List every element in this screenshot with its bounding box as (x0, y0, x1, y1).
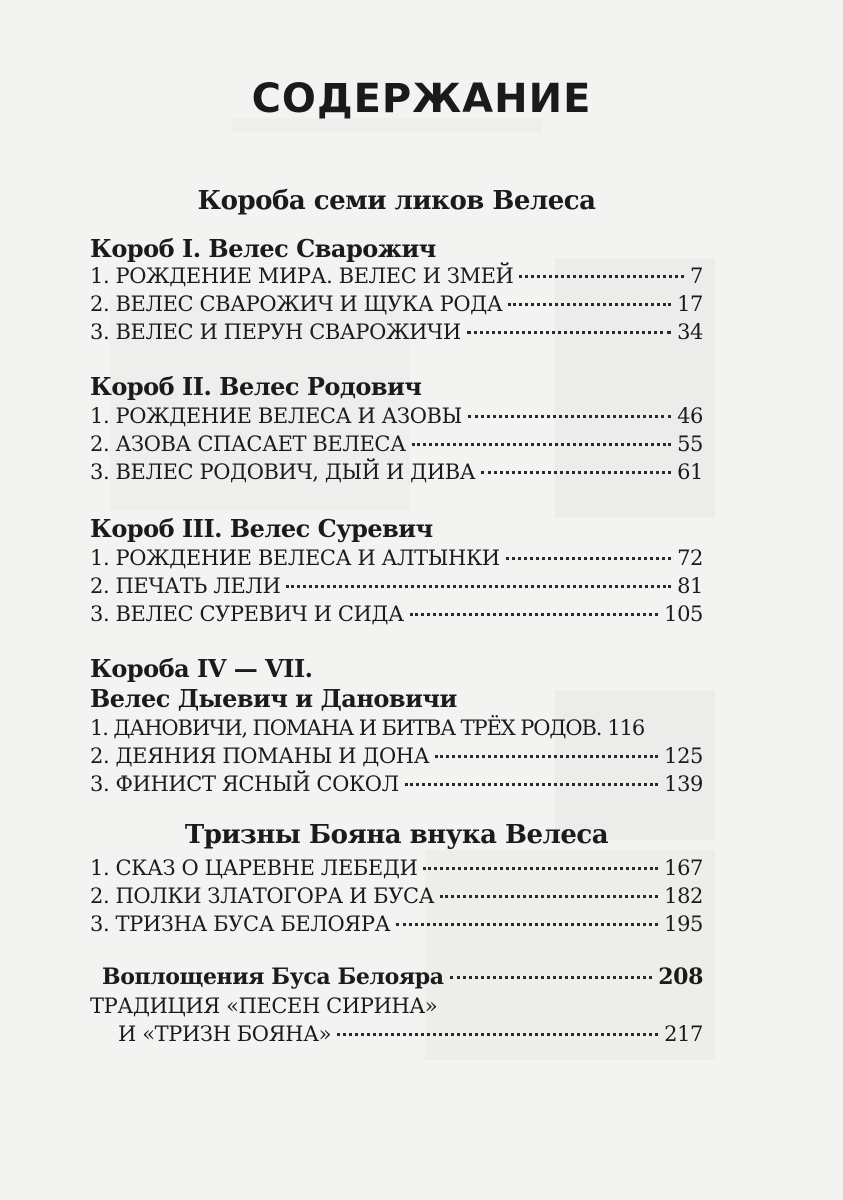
section-title-1: Короб I. Велес Сварожич (90, 234, 436, 263)
toc-dot-leader (423, 867, 658, 870)
toc-entry-text: 3. ВЕЛЕС И ПЕРУН СВАРОЖИЧИ (90, 320, 461, 344)
toc-entry-text: 1. ДАНОВИЧИ, ПОМАНА И БИТВА ТРЁХ РОДОВ. (90, 716, 602, 740)
toc-entry-page: 125 (664, 744, 703, 768)
toc-dot-leader (467, 331, 671, 334)
toc-dot-leader (440, 895, 658, 898)
toc-entry[interactable] (90, 772, 703, 804)
toc-entry[interactable] (90, 602, 703, 634)
toc-entry-main[interactable] (102, 964, 703, 996)
toc-entry-page: 195 (664, 912, 703, 936)
toc-entry-text: 2. ПОЛКИ ЗЛАТОГОРА И БУСА (90, 884, 435, 908)
section-title-4: Короба IV — VII. (90, 654, 313, 683)
toc-entry-text: 2. ВЕЛЕС СВАРОЖИЧ И ЩУКА РОДА (90, 292, 503, 316)
toc-entry-page: 7 (690, 264, 703, 288)
toc-entry-page: 139 (664, 772, 703, 796)
toc-entry-text: 1. СКАЗ О ЦАРЕВНЕ ЛЕБЕДИ (90, 856, 418, 880)
toc-dot-leader (396, 923, 658, 926)
section-title-3: Короб III. Велес Суревич (90, 514, 433, 543)
toc-entry-text: И «ТРИЗН БОЯНА» (118, 1022, 332, 1046)
toc-dot-leader (481, 471, 671, 474)
toc-entry-page: 34 (677, 320, 703, 344)
toc-entry-page: 116 (607, 716, 645, 740)
toc-entry-text: 3. ВЕЛЕС СУРЕВИЧ И СИДА (90, 602, 404, 626)
toc-dot-leader (450, 976, 653, 979)
toc-entry-page: 72 (677, 546, 703, 570)
toc-dot-leader (508, 303, 671, 306)
toc-entry[interactable] (90, 912, 703, 944)
part-title-1: Короба семи ликов Велеса (197, 186, 596, 216)
toc-entry-page: 105 (664, 602, 703, 626)
toc-entry-page: 182 (664, 884, 703, 908)
toc-dot-leader (519, 275, 684, 278)
toc-entry[interactable] (90, 460, 703, 492)
toc-dot-leader (435, 755, 658, 758)
toc-entry[interactable] (90, 320, 703, 352)
toc-entry-text: 1. РОЖДЕНИЕ ВЕЛЕСА И АЛТЫНКИ (90, 546, 500, 570)
toc-entry-text: 2. ДЕЯНИЯ ПОМАНЫ И ДОНА (90, 744, 430, 768)
toc-entry-page: 208 (658, 964, 703, 990)
toc-dot-leader (337, 1033, 658, 1036)
section-title-2: Короб II. Велес Родович (90, 372, 422, 401)
toc-entry-text: Воплощения Буса Белояра (102, 964, 444, 990)
toc-dot-leader (405, 783, 658, 786)
toc-entry-text: 3. ФИНИСТ ЯСНЫЙ СОКОЛ (90, 772, 399, 796)
toc-entry-page: 46 (677, 404, 703, 428)
toc-entry-page: 167 (664, 856, 703, 880)
toc-entry-text: 2. АЗОВА СПАСАЕТ ВЕЛЕСА (90, 432, 406, 456)
toc-entry-text: 3. ТРИЗНА БУСА БЕЛОЯРА (90, 912, 391, 936)
section-title-4-subtitle: Велес Дыевич и Дановичи (90, 684, 457, 713)
toc-entry-page: 61 (677, 460, 703, 484)
toc-entry-page: 55 (677, 432, 703, 456)
toc-entry-text: 3. ВЕЛЕС РОДОВИЧ, ДЫЙ И ДИВА (90, 460, 476, 484)
toc-dot-leader (286, 585, 671, 588)
toc-dot-leader (506, 557, 671, 560)
page-title: СОДЕРЖАНИЕ (251, 76, 592, 122)
part-title-2: Тризны Бояна внука Велеса (184, 820, 609, 850)
toc-entry-page: 217 (664, 1022, 703, 1046)
toc-entry-page: 81 (677, 574, 703, 598)
toc-dot-leader (412, 443, 671, 446)
toc-entry-text: 1. РОЖДЕНИЕ ВЕЛЕСА И АЗОВЫ (90, 404, 462, 428)
toc-entry-tradition-line1: ТРАДИЦИЯ «ПЕСЕН СИРИНА» (90, 994, 438, 1018)
toc-dot-leader (468, 415, 671, 418)
toc-entry-text: 1. РОЖДЕНИЕ МИРА. ВЕЛЕС И ЗМЕЙ (90, 264, 514, 288)
toc-entry[interactable] (118, 1022, 703, 1054)
toc-dot-leader (410, 613, 659, 616)
toc-entry-text: 2. ПЕЧАТЬ ЛЕЛИ (90, 574, 281, 598)
toc-entry-page: 17 (677, 292, 703, 316)
